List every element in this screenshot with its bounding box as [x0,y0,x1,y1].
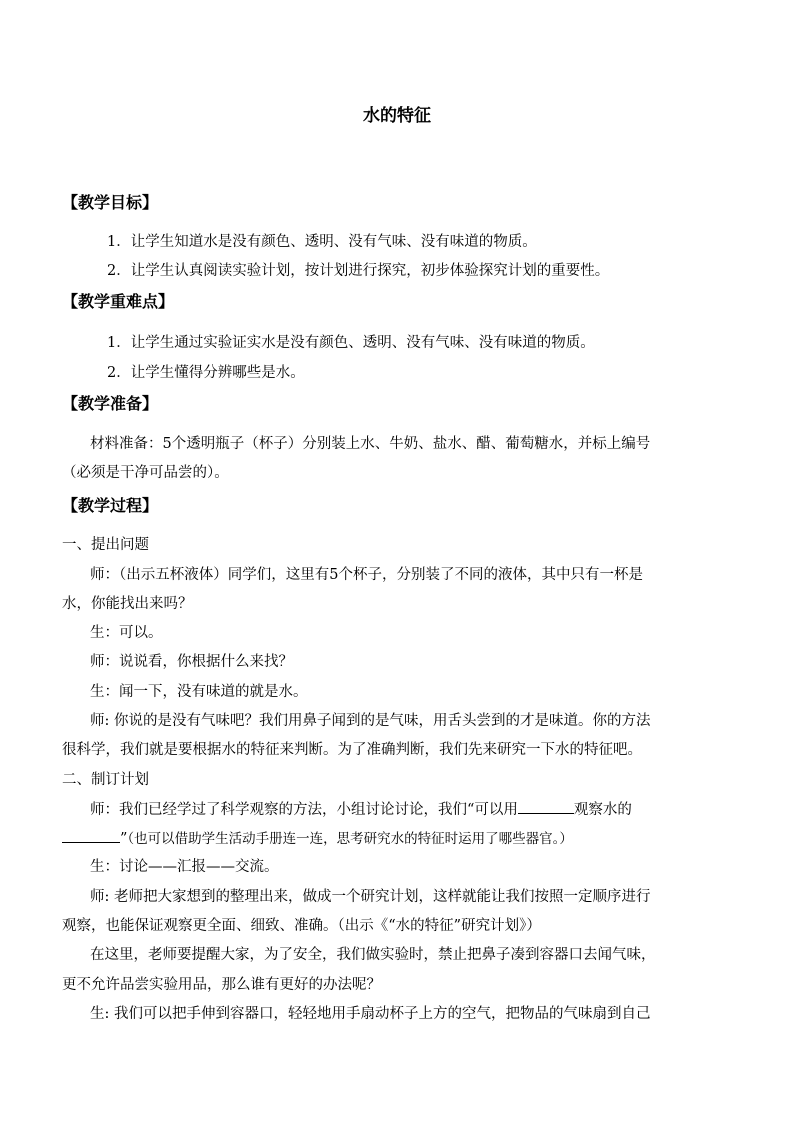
paragraph-line: 生：讨论——汇报——交流。 [90,859,279,875]
fill-blank [518,799,574,814]
paragraph-line: 师: 你说的是没有气味吧？我们用鼻子闻到的是气味，用舌头尝到的才是味道。你的方法 [90,713,651,729]
section-heading-preparation: 【教学准备】 [62,394,159,413]
preparation-line: （必须是干净可品尝的）。 [62,465,229,481]
part-title: 二、制订计划 [62,772,149,788]
paragraph-line: 生：可以。 [90,625,163,641]
section-heading-key-points: 【教学重难点】 [62,292,175,311]
key-point-item: 1．让学生通过实验证实水是没有颜色、透明、没有气味、没有味道的物质。 [107,335,595,351]
paragraph-text: 观察水的 [573,802,632,818]
paragraph-line: 生：闻一下，没有味道的就是水。 [90,684,308,700]
goal-item: 1．让学生知道水是没有颜色、透明、没有气味、没有味道的物质。 [107,234,537,250]
section-heading-goals: 【教学目标】 [62,193,159,212]
paragraph-line: 水，你能找出来吗？ [62,596,193,612]
paragraph-line: 更不允许品尝实验用品，那么谁有更好的办法呢？ [62,977,381,993]
fill-blank [62,828,120,843]
paragraph-line: 观察，也能保证观察更全面、细致、准确。（出示《“水的特征”研究计划》） [62,918,541,934]
paragraph-line: 很科学，我们就是要根据水的特征来判断。为了准确判断，我们先来研究一下水的特征吧。 [62,742,642,758]
paragraph-text: （也可以借助学生活动手册连一连，思考研究水的特征时运用了哪些器官。） [127,831,573,847]
section-heading-process: 【教学过程】 [62,496,159,515]
paragraph-text: 师：我们已经学过了科学观察的方法，小组讨论讨论，我们“可以用 [90,802,518,818]
paragraph-line [90,799,632,820]
paragraph-line: 生: 我们可以把手伸到容器口，轻轻地用手扇动杯子上方的空气，把物品的气味扇到自己 [90,1006,651,1022]
paragraph-line: 师: 老师把大家想到的整理出来，做成一个研究计划，这样就能让我们按照一定顺序进行 [90,889,651,905]
paragraph-text: ” [120,831,128,847]
paragraph-line: 师：说说看，你根据什么来找？ [90,654,293,670]
key-point-item: 2．让学生懂得分辨哪些是水。 [107,365,305,381]
preparation-line: 材料准备：5个透明瓶子（杯子）分别装上水、牛奶、盐水、醋、葡萄糖水，并标上编号 [90,436,651,452]
paragraph-line: 在这里，老师要提醒大家，为了安全，我们做实验时，禁止把鼻子凑到容器口去闻气味， [90,947,656,963]
goal-item: 2．让学生认真阅读实验计划，按计划进行探究，初步体验探究计划的重要性。 [107,263,610,279]
part-title: 一、提出问题 [62,537,149,553]
paragraph-line: 师：（出示五杯液体）同学们，这里有5个杯子，分别装了不同的液体，其中只有一杯是 [90,567,643,583]
page-title: 水的特征 [363,106,431,126]
paragraph-line [62,828,573,849]
